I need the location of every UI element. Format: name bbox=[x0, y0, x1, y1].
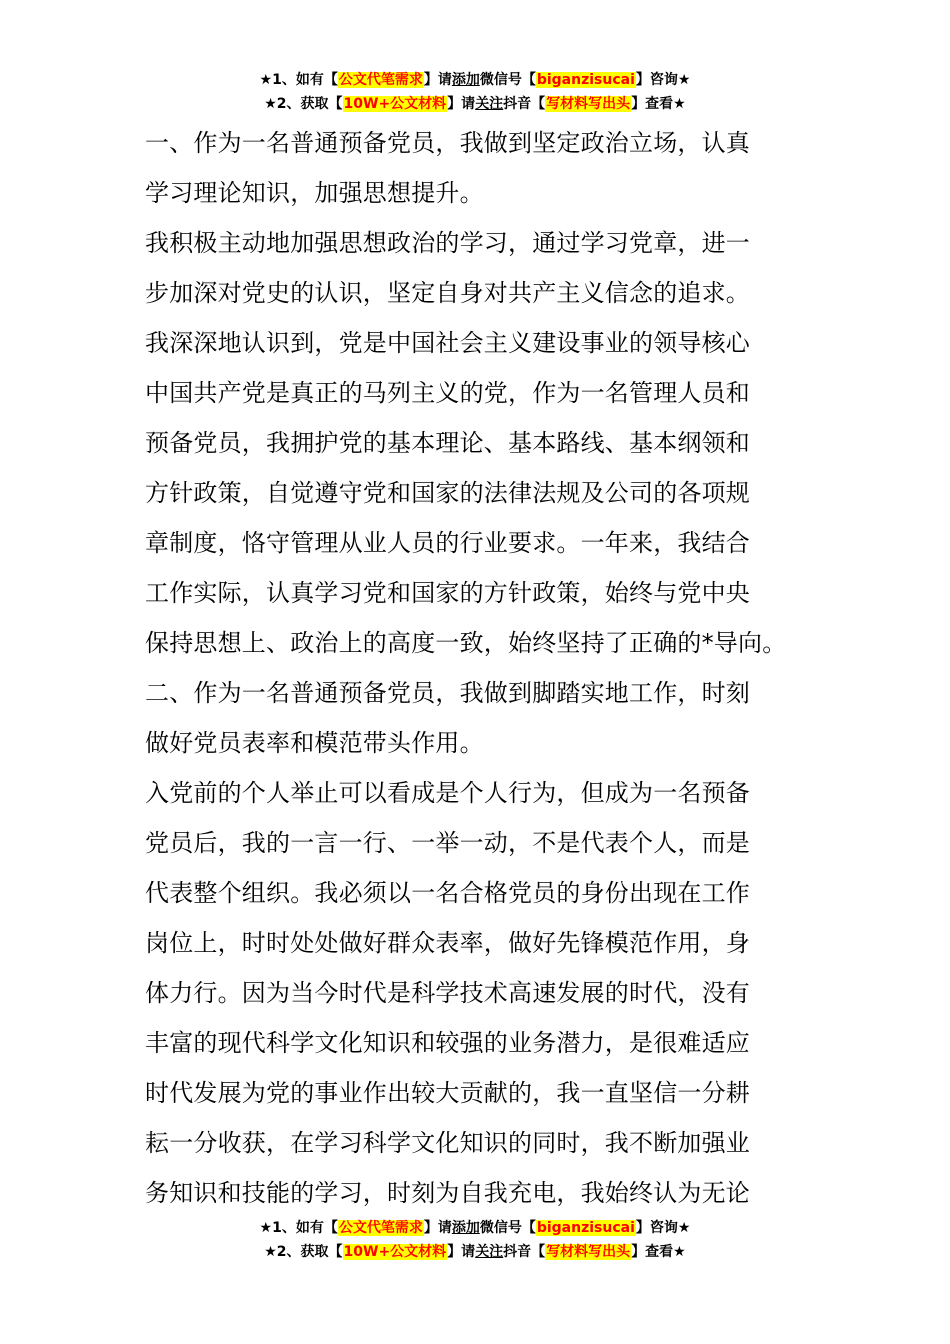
paragraph-4-heading bbox=[145, 668, 810, 768]
banner-line-2 bbox=[0, 92, 950, 116]
banner-line-2-middle-2: 抖音【 bbox=[503, 1244, 546, 1260]
text-line: 务知识和技能的学习，时刻为自我充电，我始终认为无论 bbox=[145, 1179, 750, 1207]
paragraph-1-heading bbox=[145, 118, 810, 218]
banner-line-1-highlight-wechat: biganzisucai bbox=[536, 1220, 635, 1236]
text-line: 工作实际，认真学习党和国家的方针政策，始终与党中央 bbox=[145, 579, 750, 607]
text-line: 我积极主动地加强思想政治的学习，通过学习党章，进一 bbox=[145, 229, 750, 257]
banner-line-2-underlined: 关注 bbox=[475, 1244, 504, 1260]
header-banner bbox=[0, 68, 950, 116]
text-line: 方针政策，自觉遵守党和国家的法律法规及公司的各项规 bbox=[145, 479, 750, 507]
text-line: 体力行。因为当今时代是科学技术高速发展的时代，没有 bbox=[145, 979, 750, 1007]
banner-line-2-suffix: 】查看★ bbox=[631, 96, 686, 112]
text-line: 我深深地认识到，党是中国社会主义建设事业的领导核心 bbox=[145, 329, 750, 357]
banner-line-1-middle: 】请 bbox=[423, 72, 452, 88]
banner-line-1 bbox=[0, 68, 950, 92]
text-line: 岗位上，时时处处做好群众表率，做好先锋模范作用，身 bbox=[145, 929, 750, 957]
banner-line-1-highlight-service: 公文代笔需求 bbox=[338, 1220, 423, 1236]
document-body bbox=[145, 118, 810, 1218]
footer-banner bbox=[0, 1216, 950, 1264]
banner-line-2-middle: 】请 bbox=[447, 1244, 476, 1260]
banner-line-1-highlight-wechat: biganzisucai bbox=[536, 72, 635, 88]
banner-line-1-prefix: ★1、如有【 bbox=[259, 72, 338, 88]
text-line: 保持思想上、政治上的高度一致，始终坚持了正确的*导向。 bbox=[145, 629, 787, 657]
banner-line-2-underlined: 关注 bbox=[475, 96, 504, 112]
banner-line-2-middle-2: 抖音【 bbox=[503, 96, 546, 112]
banner-line-2-prefix: ★2、获取【 bbox=[264, 96, 343, 112]
paragraph-3 bbox=[145, 318, 810, 668]
banner-line-1-suffix: 】咨询★ bbox=[635, 72, 691, 88]
text-line: 做好党员表率和模范带头作用。 bbox=[145, 729, 484, 757]
text-line: 时代发展为党的事业作出较大贡献的，我一直坚信一分耕 bbox=[145, 1079, 750, 1107]
banner-line-2-middle: 】请 bbox=[447, 96, 476, 112]
banner-line-1-suffix: 】咨询★ bbox=[635, 1220, 691, 1236]
paragraph-5 bbox=[145, 768, 810, 1218]
text-line: 学习理论知识，加强思想提升。 bbox=[145, 179, 484, 207]
text-line: 步加深对党史的认识，坚定自身对共产主义信念的追求。 bbox=[145, 279, 750, 307]
banner-line-2-highlight-douyin: 写材料写出头 bbox=[546, 96, 631, 112]
text-line: 入党前的个人举止可以看成是个人行为，但成为一名预备 bbox=[145, 779, 750, 807]
text-line: 耘一分收获，在学习科学文化知识的同时，我不断加强业 bbox=[145, 1129, 750, 1157]
banner-line-2-highlight-materials: 10W+公文材料 bbox=[343, 1244, 447, 1260]
banner-line-2-highlight-douyin: 写材料写出头 bbox=[546, 1244, 631, 1260]
banner-line-1-underlined: 添加 bbox=[451, 1220, 480, 1236]
banner-line-1-highlight-service: 公文代笔需求 bbox=[338, 72, 423, 88]
banner-line-1-middle: 】请 bbox=[423, 1220, 452, 1236]
text-line: 章制度，恪守管理从业人员的行业要求。一年来，我结合 bbox=[145, 529, 750, 557]
banner-line-1-middle-2: 微信号【 bbox=[479, 72, 536, 88]
text-line: 丰富的现代科学文化知识和较强的业务潜力，是很难适应 bbox=[145, 1029, 750, 1057]
banner-line-1 bbox=[0, 1216, 950, 1240]
text-line: 党员后，我的一言一行、一举一动，不是代表个人，而是 bbox=[145, 829, 750, 857]
banner-line-2-highlight-materials: 10W+公文材料 bbox=[343, 96, 447, 112]
text-line: 一、作为一名普通预备党员，我做到坚定政治立场，认真 bbox=[145, 129, 750, 157]
text-line: 预备党员，我拥护党的基本理论、基本路线、基本纲领和 bbox=[145, 429, 750, 457]
text-line: 中国共产党是真正的马列主义的党，作为一名管理人员和 bbox=[145, 379, 750, 407]
banner-line-1-prefix: ★1、如有【 bbox=[259, 1220, 338, 1236]
banner-line-2 bbox=[0, 1240, 950, 1264]
banner-line-2-suffix: 】查看★ bbox=[631, 1244, 686, 1260]
banner-line-1-underlined: 添加 bbox=[451, 72, 480, 88]
text-line: 二、作为一名普通预备党员，我做到脚踏实地工作，时刻 bbox=[145, 679, 750, 707]
banner-line-2-prefix: ★2、获取【 bbox=[264, 1244, 343, 1260]
text-line: 代表整个组织。我必须以一名合格党员的身份出现在工作 bbox=[145, 879, 750, 907]
paragraph-2 bbox=[145, 218, 810, 318]
banner-line-1-middle-2: 微信号【 bbox=[479, 1220, 536, 1236]
